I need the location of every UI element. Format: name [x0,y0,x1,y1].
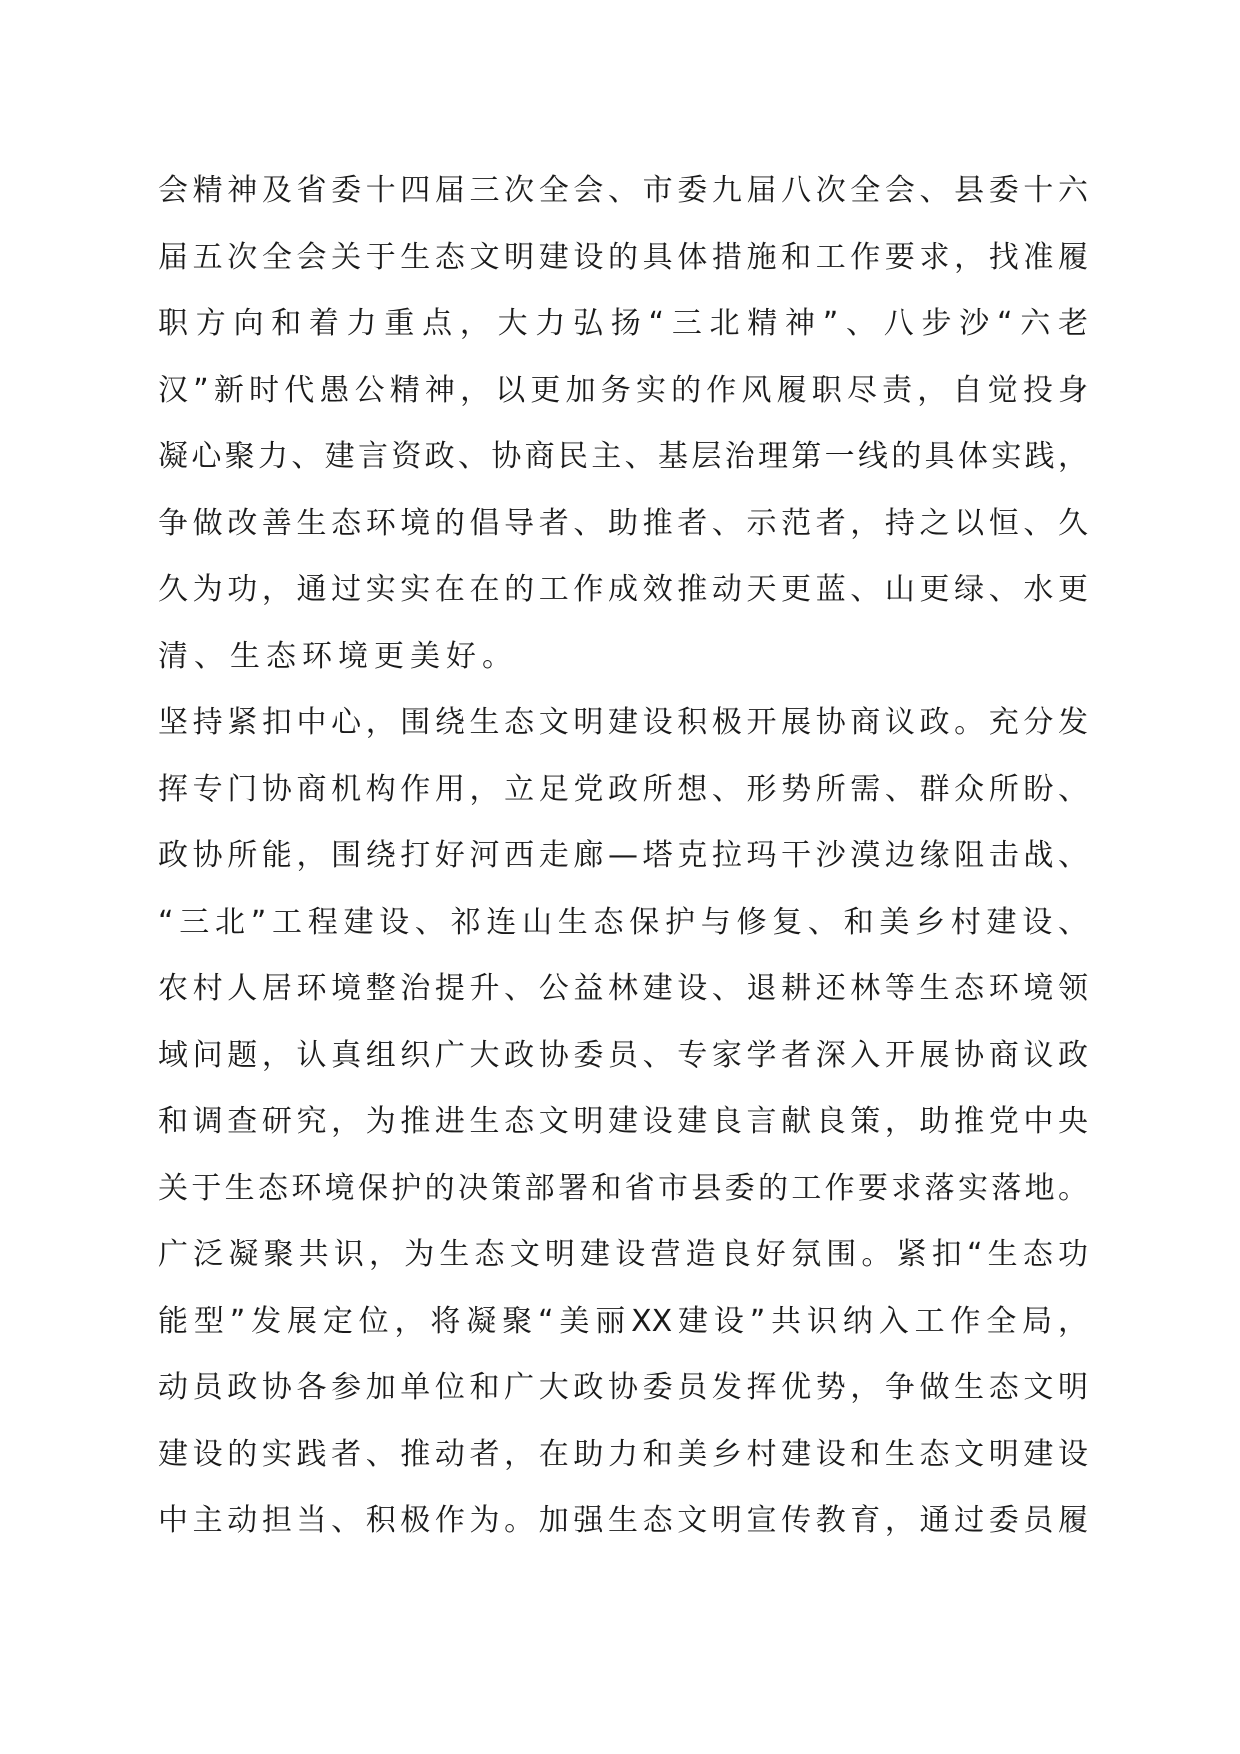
text-line: 政协所能，围绕打好河西走廊—塔克拉玛干沙漠边缘阻击战、 [158,838,1088,873]
text-line-paragraph-start: 坚持紧扣中心，围绕生态文明建设积极开展协商议政。充分发 [158,705,1088,740]
text-line: 争做改善生态环境的倡导者、助推者、示范者，持之以恒、久 [158,505,1088,541]
text-line: 汉”新时代愚公精神，以更加务实的作风履职尽责，自觉投身 [158,372,1088,408]
body-text [158,158,1088,1555]
text-line: 农村人居环境整治提升、公益林建设、退耕还林等生态环境领 [158,971,1088,1006]
text-line: 域问题，认真组织广大政协委员、专家学者深入开展协商议政 [158,1037,1088,1073]
text-line: 职方向和着力重点，大力弘扬“三北精神”、八步沙“六老 [158,306,1088,341]
text-line: 会精神及省委十四届三次全会、市委九届八次全会、县委十六 [158,173,1088,208]
text-line: “三北”工程建设、祁连山生态保护与修复、和美乡村建设、 [158,904,1088,940]
text-line: 建设的实践者、推动者，在助力和美乡村建设和生态文明建设 [158,1436,1088,1472]
text-line: 和调查研究，为推进生态文明建设建良言献良策，助推党中央 [158,1104,1088,1139]
text-line-paragraph-end: 清、生态环境更美好。 [158,638,518,674]
text-line: 届五次全会关于生态文明建设的具体措施和工作要求，找准履 [158,239,1088,275]
text-line: 久为功，通过实实在在的工作成效推动天更蓝、山更绿、水更 [158,572,1088,607]
text-line: 动员政协各参加单位和广大政协委员发挥优势，争做生态文明 [158,1370,1088,1405]
text-line: 能型”发展定位，将凝聚“美丽XX建设”共识纳入工作全局， [158,1303,1088,1339]
text-line: 中主动担当、积极作为。加强生态文明宣传教育，通过委员履 [158,1503,1088,1538]
text-line-paragraph-end: 关于生态环境保护的决策部署和省市县委的工作要求落实落地。 [158,1170,1088,1206]
text-line-paragraph-start: 广泛凝聚共识，为生态文明建设营造良好氛围。紧扣“生态功 [158,1237,1088,1272]
text-line: 挥专门协商机构作用，立足党政所想、形势所需、群众所盼、 [158,771,1088,807]
text-line: 凝心聚力、建言资政、协商民主、基层治理第一线的具体实践， [158,439,1088,474]
